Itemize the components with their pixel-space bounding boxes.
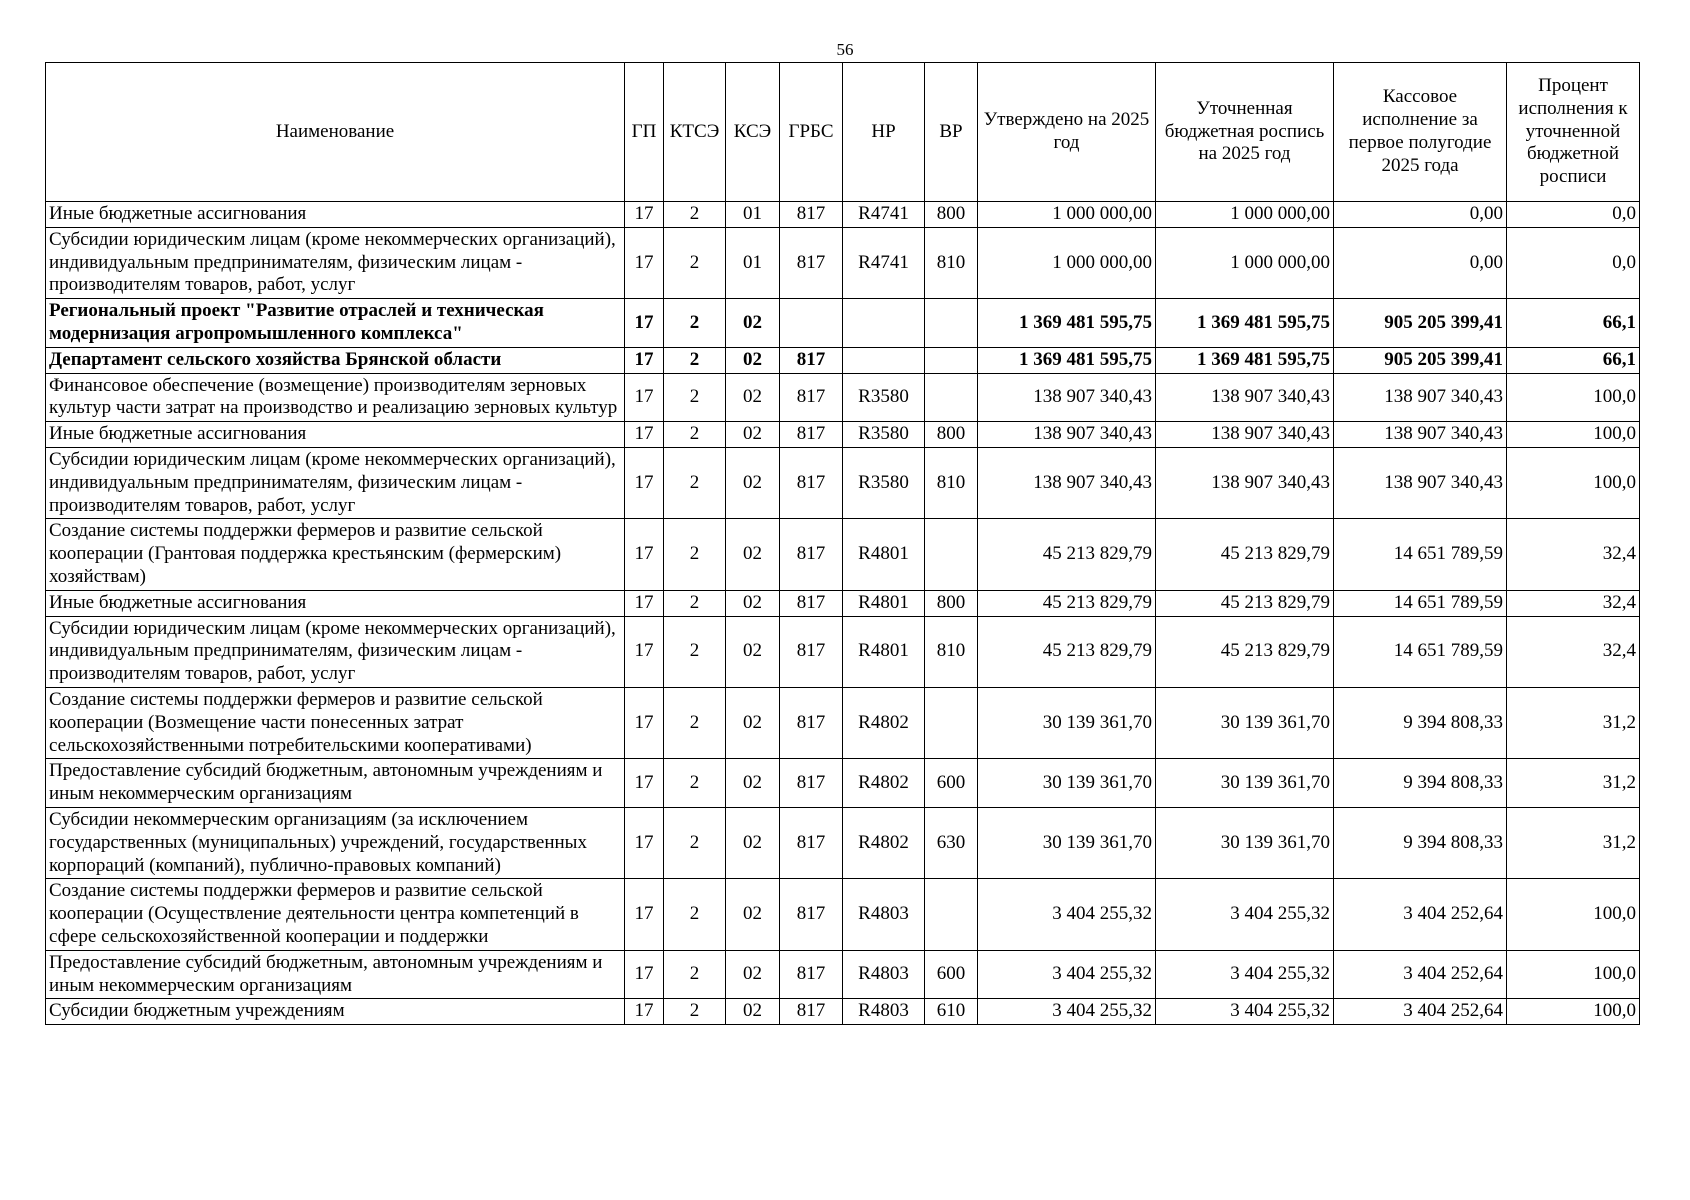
cell-kse: 02: [726, 999, 780, 1025]
cell-vr: 630: [925, 807, 978, 878]
cell-kse: 02: [726, 519, 780, 590]
cell-cash: 0,00: [1334, 227, 1507, 298]
cell-percent: 100,0: [1507, 422, 1640, 448]
cell-kse: 02: [726, 759, 780, 808]
table-row: [46, 807, 1640, 878]
cell-ktse: 2: [664, 950, 726, 999]
cell-percent: 32,4: [1507, 616, 1640, 687]
cell-percent: 32,4: [1507, 590, 1640, 616]
cell-nr: R4741: [843, 202, 925, 228]
cell-name: Региональный проект "Развитие отраслей и техническая модернизация агропромышленного комплекса": [46, 299, 625, 348]
cell-vr: 800: [925, 590, 978, 616]
cell-ktse: 2: [664, 519, 726, 590]
cell-nr: R4802: [843, 759, 925, 808]
cell-refined: 3 404 255,32: [1156, 999, 1334, 1025]
cell-refined: 45 213 829,79: [1156, 590, 1334, 616]
cell-kse: 02: [726, 447, 780, 518]
cell-percent: 100,0: [1507, 447, 1640, 518]
table-row: [46, 950, 1640, 999]
table-row: [46, 422, 1640, 448]
cell-kse: 02: [726, 616, 780, 687]
header-name: Наименование: [46, 63, 625, 202]
cell-grbs: 817: [780, 759, 843, 808]
cell-cash: 9 394 808,33: [1334, 759, 1507, 808]
table-row: [46, 347, 1640, 373]
cell-nr: R4741: [843, 227, 925, 298]
cell-nr: R4801: [843, 590, 925, 616]
cell-kse: 02: [726, 590, 780, 616]
cell-approved: 1 000 000,00: [978, 202, 1156, 228]
cell-gp: 17: [625, 519, 664, 590]
cell-grbs: 817: [780, 519, 843, 590]
cell-vr: 810: [925, 227, 978, 298]
cell-grbs: 817: [780, 227, 843, 298]
cell-gp: 17: [625, 447, 664, 518]
cell-cash: 0,00: [1334, 202, 1507, 228]
table-row: [46, 999, 1640, 1025]
cell-vr: 800: [925, 202, 978, 228]
table-row: [46, 687, 1640, 758]
cell-percent: 100,0: [1507, 373, 1640, 422]
header-refined: Уточненная бюджетная роспись на 2025 год: [1156, 63, 1334, 202]
cell-gp: 17: [625, 616, 664, 687]
cell-approved: 3 404 255,32: [978, 950, 1156, 999]
cell-refined: 30 139 361,70: [1156, 759, 1334, 808]
cell-gp: 17: [625, 590, 664, 616]
cell-cash: 138 907 340,43: [1334, 373, 1507, 422]
cell-name: Субсидии некоммерческим организациям (за исключением государственных (муниципальных) учреждений, государственных корпораций (компаний), публично-правовых компаний): [46, 807, 625, 878]
cell-ktse: 2: [664, 759, 726, 808]
cell-approved: 3 404 255,32: [978, 999, 1156, 1025]
cell-nr: R4801: [843, 519, 925, 590]
table-row: [46, 202, 1640, 228]
cell-kse: 02: [726, 950, 780, 999]
header-cash: Кассовое исполнение за первое полугодие 2025 года: [1334, 63, 1507, 202]
cell-approved: 30 139 361,70: [978, 687, 1156, 758]
cell-grbs: 817: [780, 447, 843, 518]
table-row: [46, 373, 1640, 422]
cell-approved: 1 369 481 595,75: [978, 299, 1156, 348]
page-number: 56: [836, 40, 854, 59]
cell-name: Финансовое обеспечение (возмещение) производителям зерновых культур части затрат на производство и реализацию зерновых культур: [46, 373, 625, 422]
cell-percent: 100,0: [1507, 879, 1640, 950]
cell-ktse: 2: [664, 422, 726, 448]
cell-gp: 17: [625, 807, 664, 878]
cell-approved: 138 907 340,43: [978, 447, 1156, 518]
cell-percent: 31,2: [1507, 687, 1640, 758]
cell-vr: 810: [925, 616, 978, 687]
cell-grbs: 817: [780, 687, 843, 758]
cell-nr: R3580: [843, 422, 925, 448]
cell-vr: 610: [925, 999, 978, 1025]
cell-cash: 905 205 399,41: [1334, 347, 1507, 373]
cell-refined: 45 213 829,79: [1156, 616, 1334, 687]
cell-name: Субсидии юридическим лицам (кроме некоммерческих организаций), индивидуальным предпринимателям, физическим лицам - производителям товаров, работ, услуг: [46, 227, 625, 298]
table-row: [46, 519, 1640, 590]
cell-ktse: 2: [664, 347, 726, 373]
cell-gp: 17: [625, 227, 664, 298]
cell-refined: 1 369 481 595,75: [1156, 299, 1334, 348]
cell-kse: 01: [726, 227, 780, 298]
cell-vr: [925, 373, 978, 422]
header-ktse: КТСЭ: [664, 63, 726, 202]
cell-vr: [925, 519, 978, 590]
cell-name: Создание системы поддержки фермеров и развитие сельской кооперации (Грантовая поддержка крестьянским (фермерским) хозяйствам): [46, 519, 625, 590]
cell-cash: 3 404 252,64: [1334, 879, 1507, 950]
cell-percent: 66,1: [1507, 347, 1640, 373]
cell-nr: R4801: [843, 616, 925, 687]
header-percent: Процент исполнения к уточненной бюджетной росписи: [1507, 63, 1640, 202]
cell-gp: 17: [625, 950, 664, 999]
cell-nr: R4803: [843, 999, 925, 1025]
cell-approved: 45 213 829,79: [978, 519, 1156, 590]
cell-name: Субсидии юридическим лицам (кроме некоммерческих организаций), индивидуальным предпринимателям, физическим лицам - производителям товаров, работ, услуг: [46, 616, 625, 687]
cell-grbs: 817: [780, 202, 843, 228]
cell-refined: 1 369 481 595,75: [1156, 347, 1334, 373]
cell-grbs: 817: [780, 950, 843, 999]
cell-nr: [843, 347, 925, 373]
cell-gp: 17: [625, 759, 664, 808]
cell-percent: 31,2: [1507, 807, 1640, 878]
cell-kse: 02: [726, 687, 780, 758]
table-row: [46, 590, 1640, 616]
cell-name: Субсидии бюджетным учреждениям: [46, 999, 625, 1025]
cell-refined: 138 907 340,43: [1156, 447, 1334, 518]
cell-gp: 17: [625, 422, 664, 448]
table-row: [46, 227, 1640, 298]
cell-grbs: 817: [780, 347, 843, 373]
cell-ktse: 2: [664, 616, 726, 687]
cell-ktse: 2: [664, 227, 726, 298]
cell-cash: 9 394 808,33: [1334, 807, 1507, 878]
cell-cash: 14 651 789,59: [1334, 616, 1507, 687]
cell-cash: 14 651 789,59: [1334, 519, 1507, 590]
cell-cash: 14 651 789,59: [1334, 590, 1507, 616]
cell-nr: R4803: [843, 879, 925, 950]
cell-name: Создание системы поддержки фермеров и развитие сельской кооперации (Осуществление деятельности центра компетенций в сфере сельскохозяйственной кооперации и поддержки: [46, 879, 625, 950]
cell-kse: 02: [726, 347, 780, 373]
table-row: [46, 616, 1640, 687]
cell-name: Департамент сельского хозяйства Брянской области: [46, 347, 625, 373]
cell-ktse: 2: [664, 999, 726, 1025]
cell-cash: 9 394 808,33: [1334, 687, 1507, 758]
cell-name: Создание системы поддержки фермеров и развитие сельской кооперации (Возмещение части понесенных затрат сельскохозяйственными потребительскими кооперативами): [46, 687, 625, 758]
cell-gp: 17: [625, 299, 664, 348]
cell-approved: 30 139 361,70: [978, 759, 1156, 808]
cell-kse: 02: [726, 373, 780, 422]
cell-nr: R3580: [843, 373, 925, 422]
cell-vr: 600: [925, 950, 978, 999]
cell-ktse: 2: [664, 807, 726, 878]
cell-cash: 905 205 399,41: [1334, 299, 1507, 348]
cell-ktse: 2: [664, 373, 726, 422]
header-vr: ВР: [925, 63, 978, 202]
cell-kse: 02: [726, 422, 780, 448]
cell-vr: [925, 879, 978, 950]
cell-name: Предоставление субсидий бюджетным, автономным учреждениям и иным некоммерческим организациям: [46, 759, 625, 808]
cell-grbs: 817: [780, 590, 843, 616]
cell-refined: 30 139 361,70: [1156, 807, 1334, 878]
cell-grbs: 817: [780, 807, 843, 878]
cell-name: Предоставление субсидий бюджетным, автономным учреждениям и иным некоммерческим организациям: [46, 950, 625, 999]
cell-vr: [925, 299, 978, 348]
cell-grbs: 817: [780, 422, 843, 448]
cell-grbs: 817: [780, 616, 843, 687]
cell-refined: 45 213 829,79: [1156, 519, 1334, 590]
cell-vr: [925, 687, 978, 758]
cell-refined: 1 000 000,00: [1156, 202, 1334, 228]
table-header-row: [46, 63, 1640, 202]
cell-percent: 0,0: [1507, 227, 1640, 298]
cell-kse: 02: [726, 807, 780, 878]
cell-percent: 32,4: [1507, 519, 1640, 590]
cell-gp: 17: [625, 202, 664, 228]
header-gp: ГП: [625, 63, 664, 202]
cell-ktse: 2: [664, 879, 726, 950]
cell-gp: 17: [625, 347, 664, 373]
cell-ktse: 2: [664, 202, 726, 228]
cell-nr: R4802: [843, 807, 925, 878]
cell-nr: R3580: [843, 447, 925, 518]
cell-approved: 3 404 255,32: [978, 879, 1156, 950]
table-row: [46, 879, 1640, 950]
cell-gp: 17: [625, 687, 664, 758]
cell-approved: 30 139 361,70: [978, 807, 1156, 878]
budget-table: [45, 62, 1640, 1025]
header-approved: Утверждено на 2025 год: [978, 63, 1156, 202]
cell-refined: 3 404 255,32: [1156, 950, 1334, 999]
cell-cash: 3 404 252,64: [1334, 999, 1507, 1025]
cell-nr: R4803: [843, 950, 925, 999]
table-row: [46, 759, 1640, 808]
cell-grbs: 817: [780, 373, 843, 422]
cell-gp: 17: [625, 999, 664, 1025]
cell-nr: R4802: [843, 687, 925, 758]
cell-percent: 31,2: [1507, 759, 1640, 808]
table-row: [46, 299, 1640, 348]
cell-percent: 66,1: [1507, 299, 1640, 348]
cell-refined: 3 404 255,32: [1156, 879, 1334, 950]
cell-kse: 02: [726, 299, 780, 348]
cell-cash: 138 907 340,43: [1334, 422, 1507, 448]
cell-vr: 810: [925, 447, 978, 518]
cell-vr: 600: [925, 759, 978, 808]
cell-kse: 01: [726, 202, 780, 228]
cell-approved: 138 907 340,43: [978, 422, 1156, 448]
cell-ktse: 2: [664, 299, 726, 348]
cell-refined: 138 907 340,43: [1156, 373, 1334, 422]
header-nr: НР: [843, 63, 925, 202]
header-grbs: ГРБС: [780, 63, 843, 202]
cell-approved: 1 000 000,00: [978, 227, 1156, 298]
cell-grbs: 817: [780, 999, 843, 1025]
cell-cash: 3 404 252,64: [1334, 950, 1507, 999]
table-body: [46, 202, 1640, 1025]
cell-name: Иные бюджетные ассигнования: [46, 202, 625, 228]
cell-approved: 45 213 829,79: [978, 616, 1156, 687]
cell-approved: 138 907 340,43: [978, 373, 1156, 422]
cell-ktse: 2: [664, 687, 726, 758]
cell-percent: 0,0: [1507, 202, 1640, 228]
cell-name: Иные бюджетные ассигнования: [46, 422, 625, 448]
cell-vr: 800: [925, 422, 978, 448]
cell-name: Иные бюджетные ассигнования: [46, 590, 625, 616]
cell-refined: 1 000 000,00: [1156, 227, 1334, 298]
cell-refined: 30 139 361,70: [1156, 687, 1334, 758]
cell-gp: 17: [625, 879, 664, 950]
cell-grbs: [780, 299, 843, 348]
cell-ktse: 2: [664, 590, 726, 616]
cell-ktse: 2: [664, 447, 726, 518]
cell-approved: 45 213 829,79: [978, 590, 1156, 616]
cell-percent: 100,0: [1507, 950, 1640, 999]
cell-percent: 100,0: [1507, 999, 1640, 1025]
table-row: [46, 447, 1640, 518]
cell-gp: 17: [625, 373, 664, 422]
cell-nr: [843, 299, 925, 348]
cell-approved: 1 369 481 595,75: [978, 347, 1156, 373]
cell-grbs: 817: [780, 879, 843, 950]
cell-refined: 138 907 340,43: [1156, 422, 1334, 448]
header-kse: КСЭ: [726, 63, 780, 202]
cell-name: Субсидии юридическим лицам (кроме некоммерческих организаций), индивидуальным предпринимателям, физическим лицам - производителям товаров, работ, услуг: [46, 447, 625, 518]
cell-vr: [925, 347, 978, 373]
cell-cash: 138 907 340,43: [1334, 447, 1507, 518]
cell-kse: 02: [726, 879, 780, 950]
